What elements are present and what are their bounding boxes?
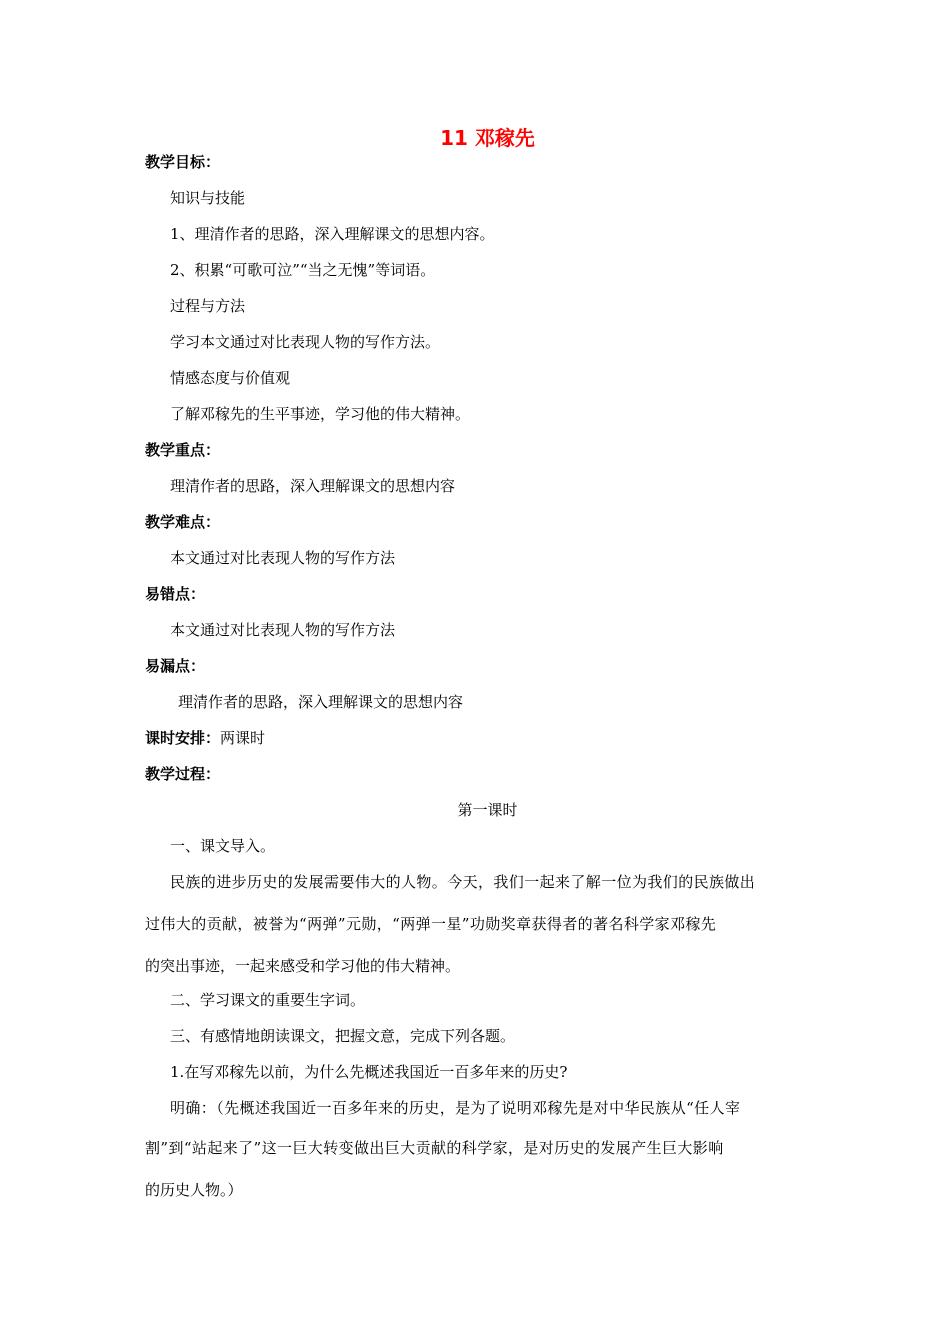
answer-line-2: 割”到“站起来了”这一巨大转变做出巨大贡献的科学家，是对历史的发展产生巨大影响 <box>145 1139 724 1157</box>
error-prone-heading: 易错点： <box>145 585 206 603</box>
omission-prone-text: 理清作者的思路，深入理解课文的思想内容 <box>178 693 464 711</box>
process-method-text: 学习本文通过对比表现人物的写作方法。 <box>170 333 441 351</box>
emotion-heading: 情感态度与价值观 <box>170 369 291 387</box>
lesson-title: 第一课时 <box>457 801 518 819</box>
error-prone-text: 本文通过对比表现人物的写作方法 <box>170 621 396 639</box>
schedule-text: 两课时 <box>220 729 266 747</box>
process-heading: 教学过程： <box>145 765 221 783</box>
key-points-text: 理清作者的思路，深入理解课文的思想内容 <box>170 477 456 495</box>
difficulties-heading: 教学难点： <box>145 513 221 531</box>
process-method-heading: 过程与方法 <box>170 297 246 315</box>
objective-item-1: 1、理清作者的思路，深入理解课文的思想内容。 <box>170 225 495 243</box>
step-1: 一、课文导入。 <box>170 837 276 855</box>
step-3: 三、有感情地朗读课文，把握文意，完成下列各题。 <box>170 1027 516 1045</box>
intro-line-1: 民族的进步历史的发展需要伟大的人物。今天，我们一起来了解一位为我们的民族做出 <box>170 873 756 891</box>
answer-line-1: 明确：（先概述我国近一百多年来的历史，是为了说明邓稼先是对中华民族从“任人宰 <box>170 1099 741 1117</box>
omission-prone-heading: 易漏点： <box>145 657 206 675</box>
knowledge-heading: 知识与技能 <box>170 189 246 207</box>
key-points-heading: 教学重点： <box>145 441 221 459</box>
answer-line-3: 的历史人物。） <box>145 1181 243 1199</box>
schedule-heading: 课时安排： <box>145 729 221 747</box>
question-1: 1.在写邓稼先以前，为什么先概述我国近一百多年来的历史? <box>170 1063 568 1081</box>
objective-item-2: 2、积累“可歌可泣”“当之无愧”等词语。 <box>170 261 436 279</box>
intro-line-3: 的突出事迹，一起来感受和学习他的伟大精神。 <box>145 957 461 975</box>
emotion-text: 了解邓稼先的生平事迹，学习他的伟大精神。 <box>170 405 471 423</box>
difficulties-text: 本文通过对比表现人物的写作方法 <box>170 549 396 567</box>
schedule-line <box>145 728 265 748</box>
objectives-heading: 教学目标： <box>145 153 221 171</box>
intro-line-2: 过伟大的贡献，被誉为“两弹”元勋，“两弹一星”功勋奖章获得者的著名科学家邓稼先 <box>145 915 717 933</box>
document-title: 11 邓稼先 <box>440 126 535 150</box>
step-2: 二、学习课文的重要生字词。 <box>170 991 366 1009</box>
